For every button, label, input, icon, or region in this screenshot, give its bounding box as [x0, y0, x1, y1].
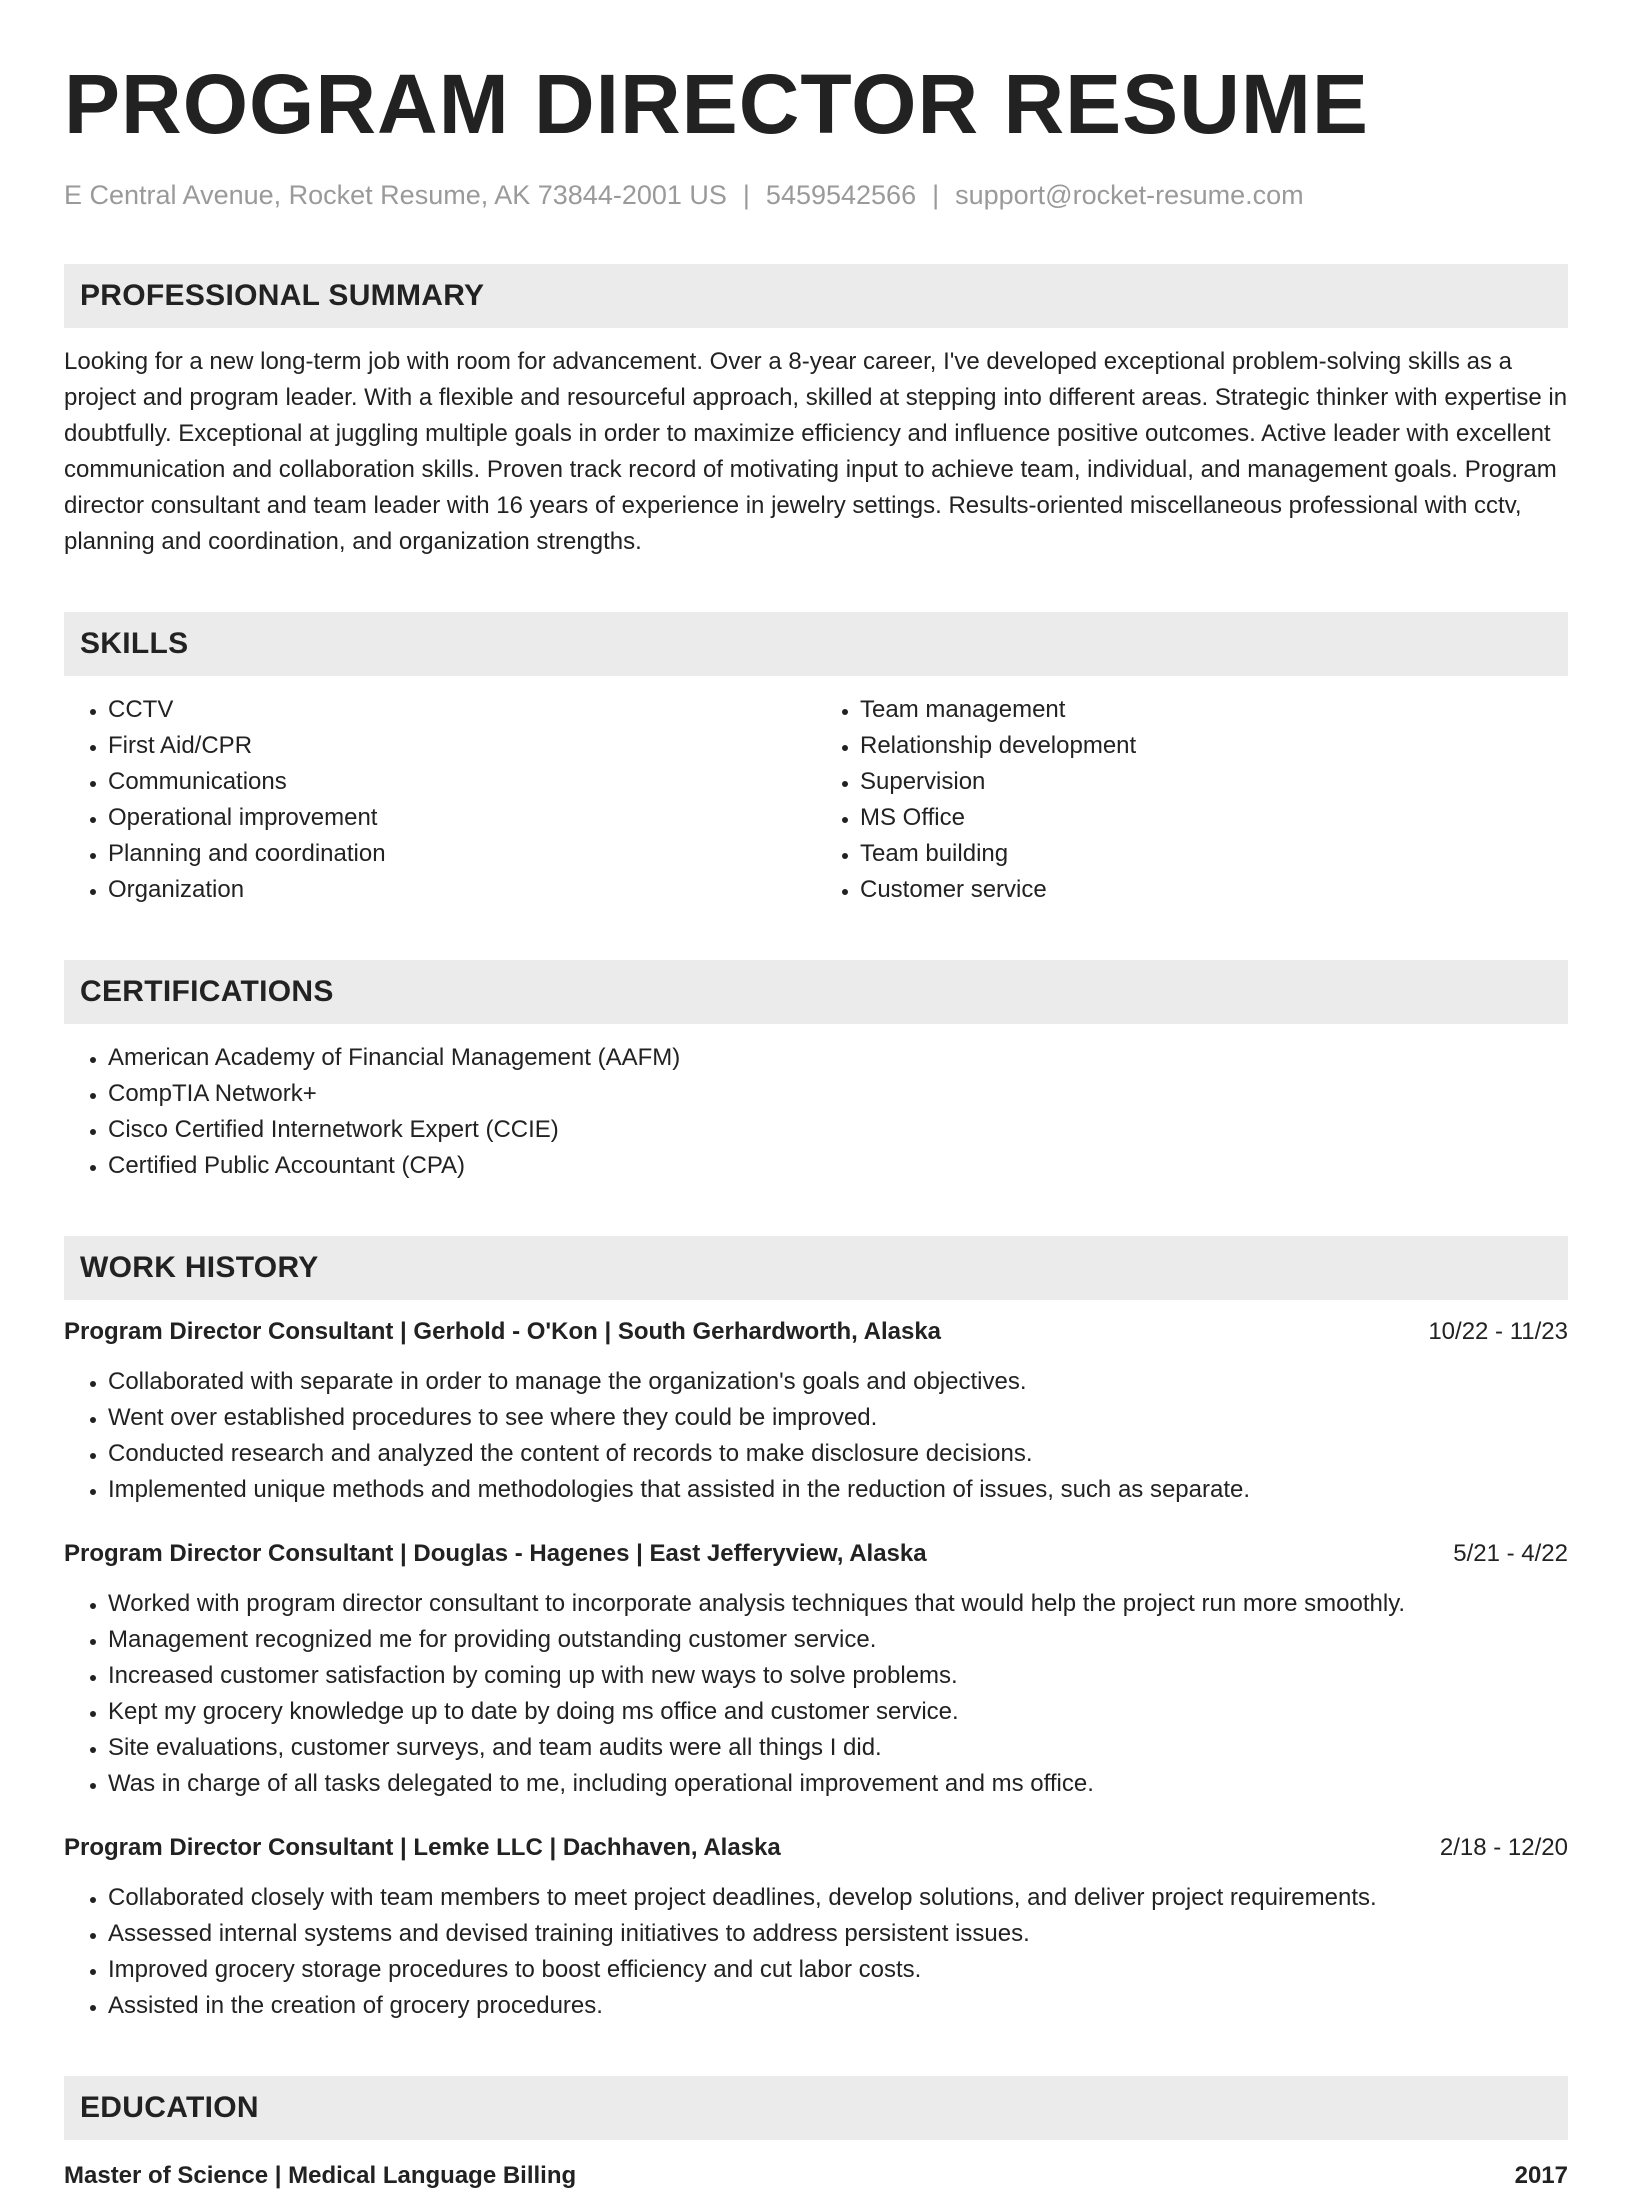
skill-item: • Customer service	[860, 872, 1568, 908]
job-bullet: • Went over established procedures to see where they could be improved.	[108, 1400, 1568, 1436]
certification-item: • Cisco Certified Internetwork Expert (CCIE)	[108, 1112, 1568, 1148]
certification-item: • American Academy of Financial Management (AAFM)	[108, 1040, 1568, 1076]
skills-column-left	[64, 692, 816, 908]
skill-item: • Operational improvement	[108, 800, 816, 836]
certifications-list	[64, 1040, 1568, 1184]
skills-column-right	[816, 692, 1568, 908]
contact-separator: |	[932, 180, 940, 210]
job-bullet: • Collaborated closely with team members to meet project deadlines, develop solutions, and deliver project requirements.	[108, 1880, 1568, 1916]
contact-email[interactable]: support@rocket-resume.com	[955, 180, 1304, 210]
job-entry	[64, 1536, 1568, 1802]
job-title: Program Director Consultant | Lemke LLC | Dachhaven, Alaska	[64, 1834, 781, 1861]
skill-item: • Organization	[108, 872, 816, 908]
job-bullet: • Conducted research and analyzed the content of records to make disclosure decisions.	[108, 1436, 1568, 1472]
job-bullet: • Worked with program director consultant to incorporate analysis techniques that would help the project run more smoothly.	[108, 1586, 1568, 1622]
contact-address: E Central Avenue, Rocket Resume, AK 73844-2001 US	[64, 180, 727, 210]
job-dates: 10/22 - 11/23	[1428, 1318, 1568, 1345]
job-header	[64, 1314, 1568, 1350]
section-heading-work-history: WORK HISTORY	[64, 1236, 1568, 1300]
job-bullet: • Was in charge of all tasks delegated to me, including operational improvement and ms office.	[108, 1766, 1568, 1802]
job-bullet: • Kept my grocery knowledge up to date by doing ms office and customer service.	[108, 1694, 1568, 1730]
job-header	[64, 1536, 1568, 1572]
certification-item: • CompTIA Network+	[108, 1076, 1568, 1112]
certification-item: • Certified Public Accountant (CPA)	[108, 1148, 1568, 1184]
skill-item: • Team building	[860, 836, 1568, 872]
skills-list	[64, 692, 1568, 908]
job-bullet: • Collaborated with separate in order to manage the organization's goals and objectives.	[108, 1364, 1568, 1400]
contact-separator: |	[742, 180, 750, 210]
job-bullet: • Site evaluations, customer surveys, and team audits were all things I did.	[108, 1730, 1568, 1766]
section-heading-summary: PROFESSIONAL SUMMARY	[64, 264, 1568, 328]
contact-phone: 5459542566	[765, 180, 917, 210]
job-header	[64, 1830, 1568, 1866]
job-bullets	[64, 1880, 1568, 2024]
skill-item: • MS Office	[860, 800, 1568, 836]
job-bullet: • Management recognized me for providing outstanding customer service.	[108, 1622, 1568, 1658]
job-dates: 5/21 - 4/22	[1453, 1540, 1568, 1567]
job-bullet: • Assessed internal systems and devised training initiatives to address persistent issues.	[108, 1916, 1568, 1952]
skill-item: • Communications	[108, 764, 816, 800]
skill-item: • Relationship development	[860, 728, 1568, 764]
summary-text: Looking for a new long-term job with room for advancement. Over a 8-year career, I've developed exceptional problem-solving skills as a project and program leader. With a flexible and resourceful approach, skilled at stepping into different areas. Strategic thinker with expertise in doubtfully. Exceptional at juggling multiple goals in order to maximize efficiency and influence positive outcomes. Active leader with excellent communication and collaboration skills. Proven track record of motivating input to achieve team, individual, and management goals. Program director consultant and team leader with 16 years of experience in jewelry settings. Results-oriented miscellaneous professional with cctv, planning and coordination, and organization strengths.	[64, 348, 1568, 555]
job-bullet: • Improved grocery storage procedures to boost efficiency and cut labor costs.	[108, 1952, 1568, 1988]
job-title: Program Director Consultant | Douglas - Hagenes | East Jefferyview, Alaska	[64, 1540, 927, 1567]
job-bullets	[64, 1586, 1568, 1802]
skill-item: • Team management	[860, 692, 1568, 728]
skill-item: • CCTV	[108, 692, 816, 728]
skill-item: • Supervision	[860, 764, 1568, 800]
section-heading-education: EDUCATION	[64, 2076, 1568, 2140]
education-year: 2017	[1514, 2162, 1568, 2189]
education-degree: Master of Science | Medical Language Billing	[64, 2162, 577, 2189]
job-bullets	[64, 1364, 1568, 1508]
job-entry	[64, 1314, 1568, 1508]
job-bullet: • Implemented unique methods and methodologies that assisted in the reduction of issues, such as separate.	[108, 1472, 1568, 1508]
education-entry	[64, 2158, 1568, 2194]
page-title: PROGRAM DIRECTOR RESUME	[64, 57, 1369, 151]
contact-line	[64, 178, 1568, 212]
job-title: Program Director Consultant | Gerhold - O'Kon | South Gerhardworth, Alaska	[64, 1318, 942, 1345]
section-heading-skills: SKILLS	[64, 612, 1568, 676]
job-bullet: • Assisted in the creation of grocery procedures.	[108, 1988, 1568, 2024]
job-dates: 2/18 - 12/20	[1439, 1834, 1568, 1861]
skill-item: • Planning and coordination	[108, 836, 816, 872]
section-heading-certifications: CERTIFICATIONS	[64, 960, 1568, 1024]
job-bullet: • Increased customer satisfaction by coming up with new ways to solve problems.	[108, 1658, 1568, 1694]
skill-item: • First Aid/CPR	[108, 728, 816, 764]
job-entry	[64, 1830, 1568, 2024]
